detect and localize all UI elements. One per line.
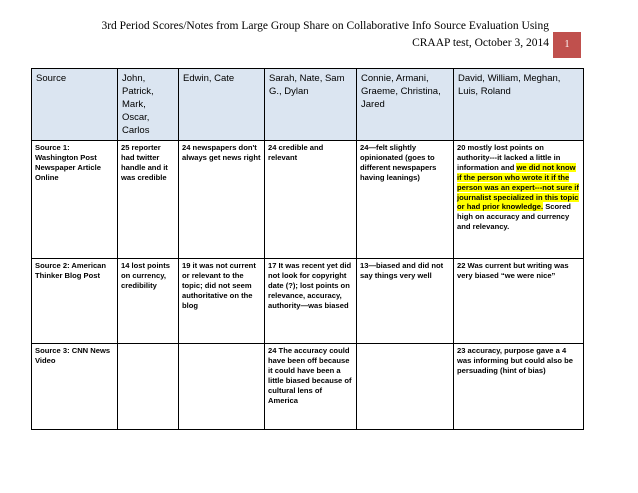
table-cell: 23 accuracy, purpose gave a 4 was informing but could also be persuading (hint of bias) [454, 344, 584, 430]
document-header [60, 18, 549, 52]
column-header: Connie, Armani, Graeme, Christina, Jared [357, 69, 454, 141]
table-cell: 24 credible and relevant [265, 141, 357, 259]
column-header: John, Patrick, Mark, Oscar, Carlos [118, 69, 179, 141]
column-header: Edwin, Cate [179, 69, 265, 141]
table-cell [118, 344, 179, 430]
table-row [32, 141, 584, 259]
table-cell [454, 141, 584, 259]
column-header: Sarah, Nate, Sam G., Dylan [265, 69, 357, 141]
header-row [32, 69, 584, 141]
table-row [32, 259, 584, 344]
header-title-line2: CRAAP test, October 3, 2014 [412, 37, 549, 49]
table-cell: 24 newspapers don't always get news right [179, 141, 265, 259]
table-cell: 17 It was recent yet did not look for copyright date (?); lost points on relevance, accuracy, authority—was biased [265, 259, 357, 344]
source-cell: Source 2: American Thinker Blog Post [32, 259, 118, 344]
table-cell [357, 344, 454, 430]
column-header: David, William, Meghan, Luis, Roland [454, 69, 584, 141]
table-cell [179, 344, 265, 430]
source-cell: Source 3: CNN News Video [32, 344, 118, 430]
table-cell: 14 lost points on currency, credibility [118, 259, 179, 344]
table-cell: 13—biased and did not say things very well [357, 259, 454, 344]
source-cell: Source 1: Washington Post Newspaper Article Online [32, 141, 118, 259]
table-row [32, 344, 584, 430]
table-cell: 24 The accuracy could have been off because it could have been a little biased because of cultural lens of America [265, 344, 357, 430]
cell-text: Scored high on accuracy and currency and relevancy. [457, 202, 571, 232]
scores-table [31, 68, 584, 430]
table-cell: 25 reporter had twitter handle and it was credible [118, 141, 179, 259]
page-number-badge: 1 [553, 32, 581, 58]
header-title-line1: 3rd Period Scores/Notes from Large Group Share on Collaborative Info Source Evaluation Using [101, 20, 549, 32]
highlighted-text: we did not know if the person who wrote it if the person was an expert---not sure if journalist specialized in this topic or had prior knowledge. [457, 162, 579, 212]
cell-text: 20 mostly lost points on authority---it lacked a little in information and [457, 143, 561, 172]
table-cell: 22 Was current but writing was very biased “we were nice” [454, 259, 584, 344]
column-header: Source [32, 69, 118, 141]
table-cell: 19 it was not current or relevant to the topic; did not seem authoritative on the blog [179, 259, 265, 344]
table-cell: 24—felt slightly opinionated (goes to different newspapers having leanings) [357, 141, 454, 259]
